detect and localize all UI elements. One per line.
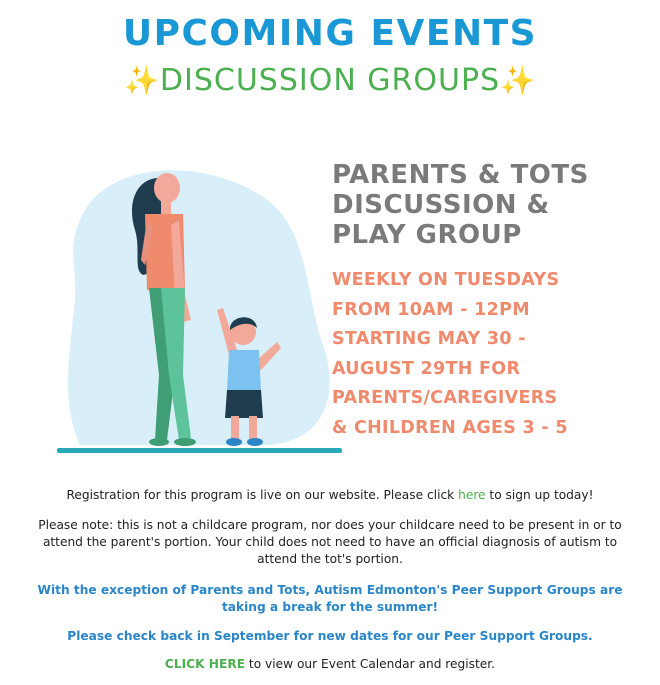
child-leg [231,416,239,440]
group-detail-line: & CHILDREN AGES 3 - 5 [332,417,568,438]
child-shoe [247,438,263,446]
group-detail-line: PARENTS/CAREGIVERS [332,388,558,408]
group-detail-line: FROM 10AM - 12PM [332,299,530,320]
page-subtitle [0,62,660,100]
background-blob [68,170,330,445]
group-title-line: PARENTS & TOTS [332,160,589,190]
group-title [332,160,642,250]
group-details [332,266,652,443]
childcare-note: Please note: this is not a childcare program, nor does your childcare need to be present in or to attend the parent's portion. Your child does not need to have an official diagnosis of autism to attend the tot's portion. [38,518,622,566]
child-leg [249,416,257,440]
event-calendar-cta: CLICK HERE to view our Event Calendar and register. [164,657,496,671]
check-back-notice: Please check back in September for new dates for our Peer Support Groups. [67,629,593,643]
registration-text: Registration for this program is live on our website. Please click here to sign up today! [66,488,594,502]
woman-neck [161,200,171,214]
ground-line [57,448,342,453]
woman-shoe [174,438,196,446]
child-shorts [225,390,263,418]
summer-break-notice: With the exception of Parents and Tots, Autism Edmonton's Peer Support Groups are taking a break for the summer! [37,583,623,614]
subtitle-text: DISCUSSION GROUPS [159,63,501,98]
group-detail-line: AUGUST 29TH FOR [332,358,521,379]
parent-child-illustration [55,150,355,455]
woman-head [154,173,180,203]
group-title-line: DISCUSSION & [332,190,550,220]
registration-link[interactable]: here [458,488,486,502]
sparkle-icon: ✨ [500,64,536,97]
child-shirt [227,350,261,392]
sparkle-icon: ✨ [124,64,160,97]
page-title: UPCOMING EVENTS [122,13,538,54]
group-detail-line: STARTING MAY 30 - [332,329,526,349]
group-detail-line: WEEKLY ON TUESDAYS [332,270,560,290]
child-shoe [226,438,242,446]
woman-shoe [149,438,169,446]
click-here-link[interactable]: CLICK HERE [164,657,246,671]
group-title-line: PLAY GROUP [332,220,522,250]
